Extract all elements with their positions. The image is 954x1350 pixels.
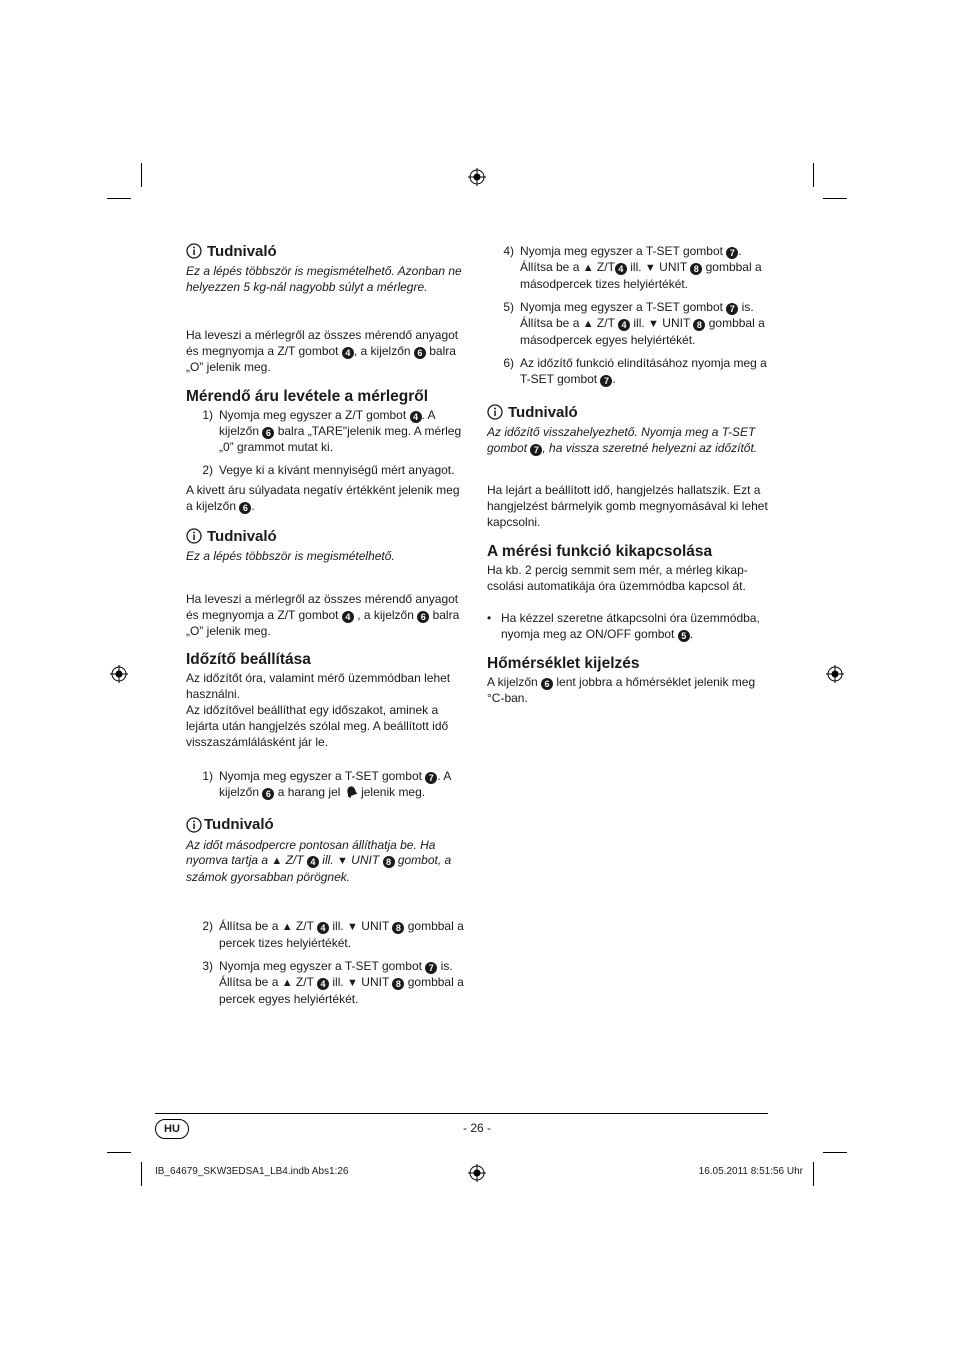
- crop-mark: [141, 163, 142, 187]
- reference-badge: 6: [417, 611, 429, 623]
- reference-badge: 6: [414, 347, 426, 359]
- print-slug-file: IB_64679_SKW3EDSA1_LB4.indb Abs1:26: [155, 1166, 349, 1177]
- note-heading: Tudnivaló: [186, 525, 468, 547]
- reference-badge: 5: [678, 630, 690, 642]
- reference-badge: 8: [392, 978, 404, 990]
- reference-badge: 4: [342, 611, 354, 623]
- right-column: [487, 243, 769, 706]
- down-arrow-icon: ▼: [347, 977, 358, 989]
- note-text: Ez a lépés többször is megismételhető. Azonban ne helyezzen 5 kg-nál nagyobb súlyt a mérlegre.: [186, 264, 462, 294]
- language-badge: HU: [155, 1119, 189, 1139]
- reference-badge: 4: [615, 263, 627, 275]
- paragraph: Az időzítővel beállíthat egy időszakot, aminek a lejárta után hangjelzés szólal meg. A beállított idő visszaszámlálásként jár le.: [186, 702, 449, 749]
- registration-mark-icon: [826, 665, 844, 683]
- reference-badge: 6: [541, 678, 553, 690]
- reference-badge: 4: [618, 319, 630, 331]
- note-text: Az időzítő visszahelyezhető. Nyomja meg a T-SET gombot 7 , ha vissza szeretné helyezni az időzítőt.: [487, 425, 758, 455]
- down-arrow-icon: ▼: [644, 262, 656, 274]
- note-heading: Tudnivaló: [186, 240, 468, 262]
- left-column: [186, 240, 468, 1007]
- section-heading: Időzítő beállítása: [186, 650, 311, 668]
- list-item: 2) Vegye ki a kívánt mennyiségű mért anyagot.: [202, 463, 455, 477]
- note-text: Ez a lépés többször is megismételhető.: [186, 549, 395, 563]
- list-item: 3) Nyomja meg egyszer a T-SET gombot 7 is. Állítsa be a ▲ Z/T 4 ill. ▼ UNIT 8 gombbal a percek egyes helyiértékét.: [202, 959, 464, 1006]
- reference-badge: 7: [726, 303, 738, 315]
- note-heading: Tudnivaló: [487, 401, 769, 423]
- paragraph: Ha kb. 2 percig semmit sem mér, a mérleg kikap-csolási automatikája óra üzemmódba kapcsol át.: [487, 563, 748, 593]
- reference-badge: 8: [392, 922, 404, 934]
- info-icon: [186, 817, 202, 833]
- paragraph: Az időzítőt óra, valamint mérő üzemmódban lehet használni.: [186, 670, 451, 701]
- reference-badge: 4: [307, 856, 319, 868]
- reference-badge: 7: [530, 444, 542, 456]
- up-arrow-icon: ▲: [281, 977, 293, 989]
- list-item: 2) Állítsa be a ▲ Z/T 4 ill. ▼ UNIT 8 gombbal a percek tizes helyiértékét.: [202, 919, 464, 950]
- reference-badge: 7: [425, 772, 437, 784]
- reference-badge: 6: [239, 502, 251, 514]
- crop-mark: [823, 198, 847, 199]
- section-heading: Hőmérséklet kijelzés: [487, 655, 640, 672]
- list-item: 1) Nyomja meg egyszer a T-SET gombot 7 . A kijelzőn 6 a harang jel jelenik meg.: [202, 768, 451, 799]
- up-arrow-icon: ▲: [582, 318, 594, 330]
- paragraph: A kivett áru súlyadata negatív értékként jelenik meg a kijelzőn 6 .: [186, 483, 460, 513]
- paragraph: Ha leveszi a mérlegről az összes mérendő anyagot és megnyomja a Z/T gombot 4 , a kijelzőn 6 balra „O” jelenik meg.: [186, 328, 459, 374]
- section-heading: Mérendő áru levétele a mérlegről: [186, 388, 429, 405]
- crop-mark: [813, 163, 814, 187]
- reference-badge: 7: [600, 375, 612, 387]
- down-arrow-icon: ▼: [336, 855, 348, 867]
- up-arrow-icon: ▲: [582, 262, 594, 274]
- down-arrow-icon: ▼: [347, 921, 358, 933]
- reference-badge: 6: [262, 427, 274, 439]
- bell-icon: [344, 785, 358, 798]
- crop-mark: [813, 1162, 814, 1186]
- list-item: 1) Nyomja meg egyszer a Z/T gombot 4 . A kijelzőn 6 balra „TARE"jelenik meg. A mérleg „0” grammot mutat ki.: [202, 408, 462, 454]
- crop-mark: [823, 1152, 847, 1153]
- info-icon: [487, 404, 503, 420]
- reference-badge: 8: [383, 856, 395, 868]
- paragraph: A kijelzőn 6 lent jobbra a hőmérséklet jelenik meg °C-ban.: [487, 675, 756, 705]
- section-heading: A mérési funkció kikapcsolása: [487, 543, 713, 560]
- paragraph: Ha leveszi a mérlegről az összes mérendő anyagot és megnyomja a Z/T gombot 4 , a kijelzőn 6 balra „O” jelenik meg.: [186, 591, 460, 638]
- reference-badge: 8: [693, 319, 705, 331]
- up-arrow-icon: ▲: [271, 855, 283, 867]
- info-icon: [186, 528, 202, 544]
- down-arrow-icon: ▼: [648, 318, 659, 330]
- note-heading: Tudnivaló: [186, 814, 468, 836]
- list-item: 4) Nyomja meg egyszer a T-SET gombot 7 . Állítsa be a ▲ Z/T 4 ill. ▼ UNIT 8 gombbal a másodpercek tizes helyiértékét.: [503, 244, 762, 291]
- print-slug-date: 16.05.2011 8:51:56 Uhr: [698, 1166, 803, 1177]
- crop-mark: [107, 198, 131, 199]
- footer-rule: [155, 1113, 768, 1114]
- registration-mark-icon: [468, 168, 486, 186]
- reference-badge: 4: [317, 978, 329, 990]
- note-text: Az időt másodpercre pontosan állíthatja be. Ha nyomva tartja a ▲ Z/T 4 ill. ▼ UNIT 8 gombot, a számok gyorsabban pörögnek.: [186, 837, 452, 884]
- reference-badge: 7: [425, 962, 437, 974]
- list-item: 5) Nyomja meg egyszer a T-SET gombot 7 is. Állítsa be a ▲ Z/T 4 ill. ▼ UNIT 8 gombbal a másodpercek egyes helyiértékét.: [503, 300, 765, 347]
- reference-badge: 4: [410, 411, 422, 423]
- reference-badge: 6: [262, 788, 274, 800]
- crop-mark: [141, 1162, 142, 1186]
- up-arrow-icon: ▲: [281, 921, 293, 933]
- registration-mark-icon: [110, 665, 128, 683]
- reference-badge: 7: [726, 247, 738, 259]
- page-number: - 26 -: [462, 1121, 491, 1135]
- reference-badge: 4: [317, 922, 329, 934]
- info-icon: [186, 243, 202, 259]
- paragraph: Ha lejárt a beállított idő, hangjelzés hallatszik. Ezt a hangjelzést bármelyik gomb megnyomásával ki lehet kapcsolni.: [487, 483, 768, 529]
- registration-mark-icon: [468, 1164, 486, 1182]
- reference-badge: 8: [690, 263, 702, 275]
- list-item: 6) Az időzítő funkció elindításához nyomja meg a T-SET gombot 7 .: [503, 356, 767, 386]
- crop-mark: [107, 1152, 131, 1153]
- list-item: • Ha kézzel szeretne átkapcsolni óra üzemmódba, nyomja meg az ON/OFF gombot 5 .: [487, 611, 760, 641]
- reference-badge: 4: [342, 347, 354, 359]
